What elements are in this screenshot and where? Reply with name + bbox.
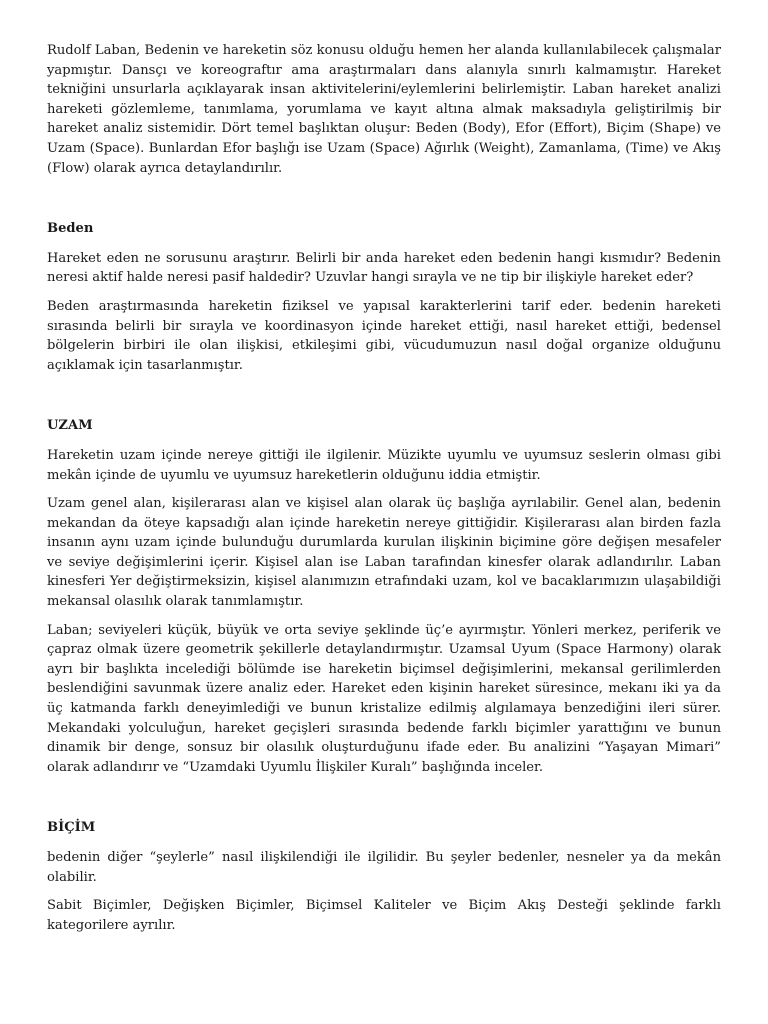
uzam-paragraph-2: Uzam genel alan, kişilerarası alan ve kişisel alan olarak üç başlığa ayrılabilir. Genel alan, bedenin mekandan da öteye kapsadığı alan içinde hareketin nereye gittiğidir. Kişilerarası alan birden fazla insanın aynı uzam içinde bulunduğu durumlarda kurulan ilişkinin biçimine göre değişen mesafeler ve seviye değişimlerini içerir. Kişisel alan ise Laban tarafından kinesfer olarak adlandırılır. Laban kinesferi Yer değiştirmeksizin, kişisel alanımızın etrafındaki uzam, kol ve bacaklarımızın ulaşabildiği mekansal olasılık olarak tanımlamıştır.	[47, 496, 721, 610]
uzam-paragraph-3: Laban; seviyeleri küçük, büyük ve orta seviye şeklinde üç’e ayırmıştır. Yönleri merkez, periferik ve çapraz olmak üzere geometrik şekillerle detaylandırmıştır. Uzamsal Uyum (Space Harmony) olarak ayrı bir başlıkta incelediği bölümde ise hareketin biçimsel değişimlerini, mekansal gerilimlerden beslendiğini savunmak üzere analiz eder. Hareket eden kişinin hareket süresince, mekanı iki ya da üç katmanda farklı deneyimlediği ve bunun kristalize edilmiş algılamaya benzediğini ileri sürer. Mekandaki yolculuğun, hareket geçişleri sırasında bedende farklı biçimler yarattığını ve bunun dinamik bir denge, sonsuz bir olasılık oluşturduğunu ifade eder. Bu analizini “Yaşayan Mimari” olarak adlandırır ve “Uzamdaki Uyumlu İlişkiler Kuralı” başlığında inceler.	[47, 622, 721, 775]
beden-paragraph-1: Hareket eden ne sorusunu araştırır. Belirli bir anda hareket eden bedenin hangi kısmıdır? Bedenin neresi aktif halde neresi pasif haldedir? Uzuvlar hangi sırayla ve ne tip bir ilişkiyle hareket eder?	[47, 250, 721, 286]
document-page	[47, 41, 721, 935]
bicim-paragraph-2: Sabit Biçimler, Değişken Biçimler, Biçimsel Kaliteler ve Biçim Akış Desteği şeklinde farklı kategorilere ayrılır.	[47, 898, 721, 933]
uzam-paragraph-1: Hareketin uzam içinde nereye gittiği ile ilgilenir. Müzikte uyumlu ve uyumsuz seslerin olması gibi mekân içinde de uyumlu ve uyumsuz hareketlerin olduğunu iddia etmiştir.	[47, 447, 721, 483]
section-heading-bicim: BİÇİM	[47, 820, 96, 836]
bicim-paragraph-1: bedenin diğer “şeylerle” nasıl ilişkilendiği ile ilgilidir. Bu şeyler bedenler, nesneler ya da mekân olabilir.	[47, 850, 721, 885]
beden-paragraph-2: Beden araştırmasında hareketin fiziksel ve yapısal karakterlerini tarif eder. bedenin hareketi sırasında belirli bir sırayla ve koordinasyon içinde hareket ettiği, nasıl hareket ettiği, bedensel bölgelerin birbiri ile olan ilişkisi, etkileşimi gibi, vücudumuzun nasıl doğal organize olduğunu açıklamak için tasarlanmıştır.	[47, 298, 721, 373]
intro-paragraph: Rudolf Laban, Bedenin ve hareketin söz konusu olduğu hemen her alanda kullanılabilecek çalışmalar yapmıştır. Dansçı ve koreograftır ama araştırmaları dans alanıyla sınırlı kalmamıştır. Hareket tekniğini unsurlarla açıklayarak insan aktivitelerini/eylemlerini belirlemiştir. Laban hareket analizi hareketi gözlemleme, tanımlama, yorumlama ve kayıt altına almak maksadıyla geliştirilmiş bir hareket analiz sistemidir. Dört temel başlıktan oluşur: Beden (Body), Efor (Effort), Biçim (Shape) ve Uzam (Space). Bunlardan Efor başlığı ise Uzam (Space) Ağırlık (Weight), Zamanlama, (Time) ve Akış (Flow) olarak ayrıca detaylandırılır.	[47, 43, 721, 176]
section-heading-uzam: UZAM	[47, 418, 93, 434]
section-heading-beden: Beden	[47, 221, 94, 237]
